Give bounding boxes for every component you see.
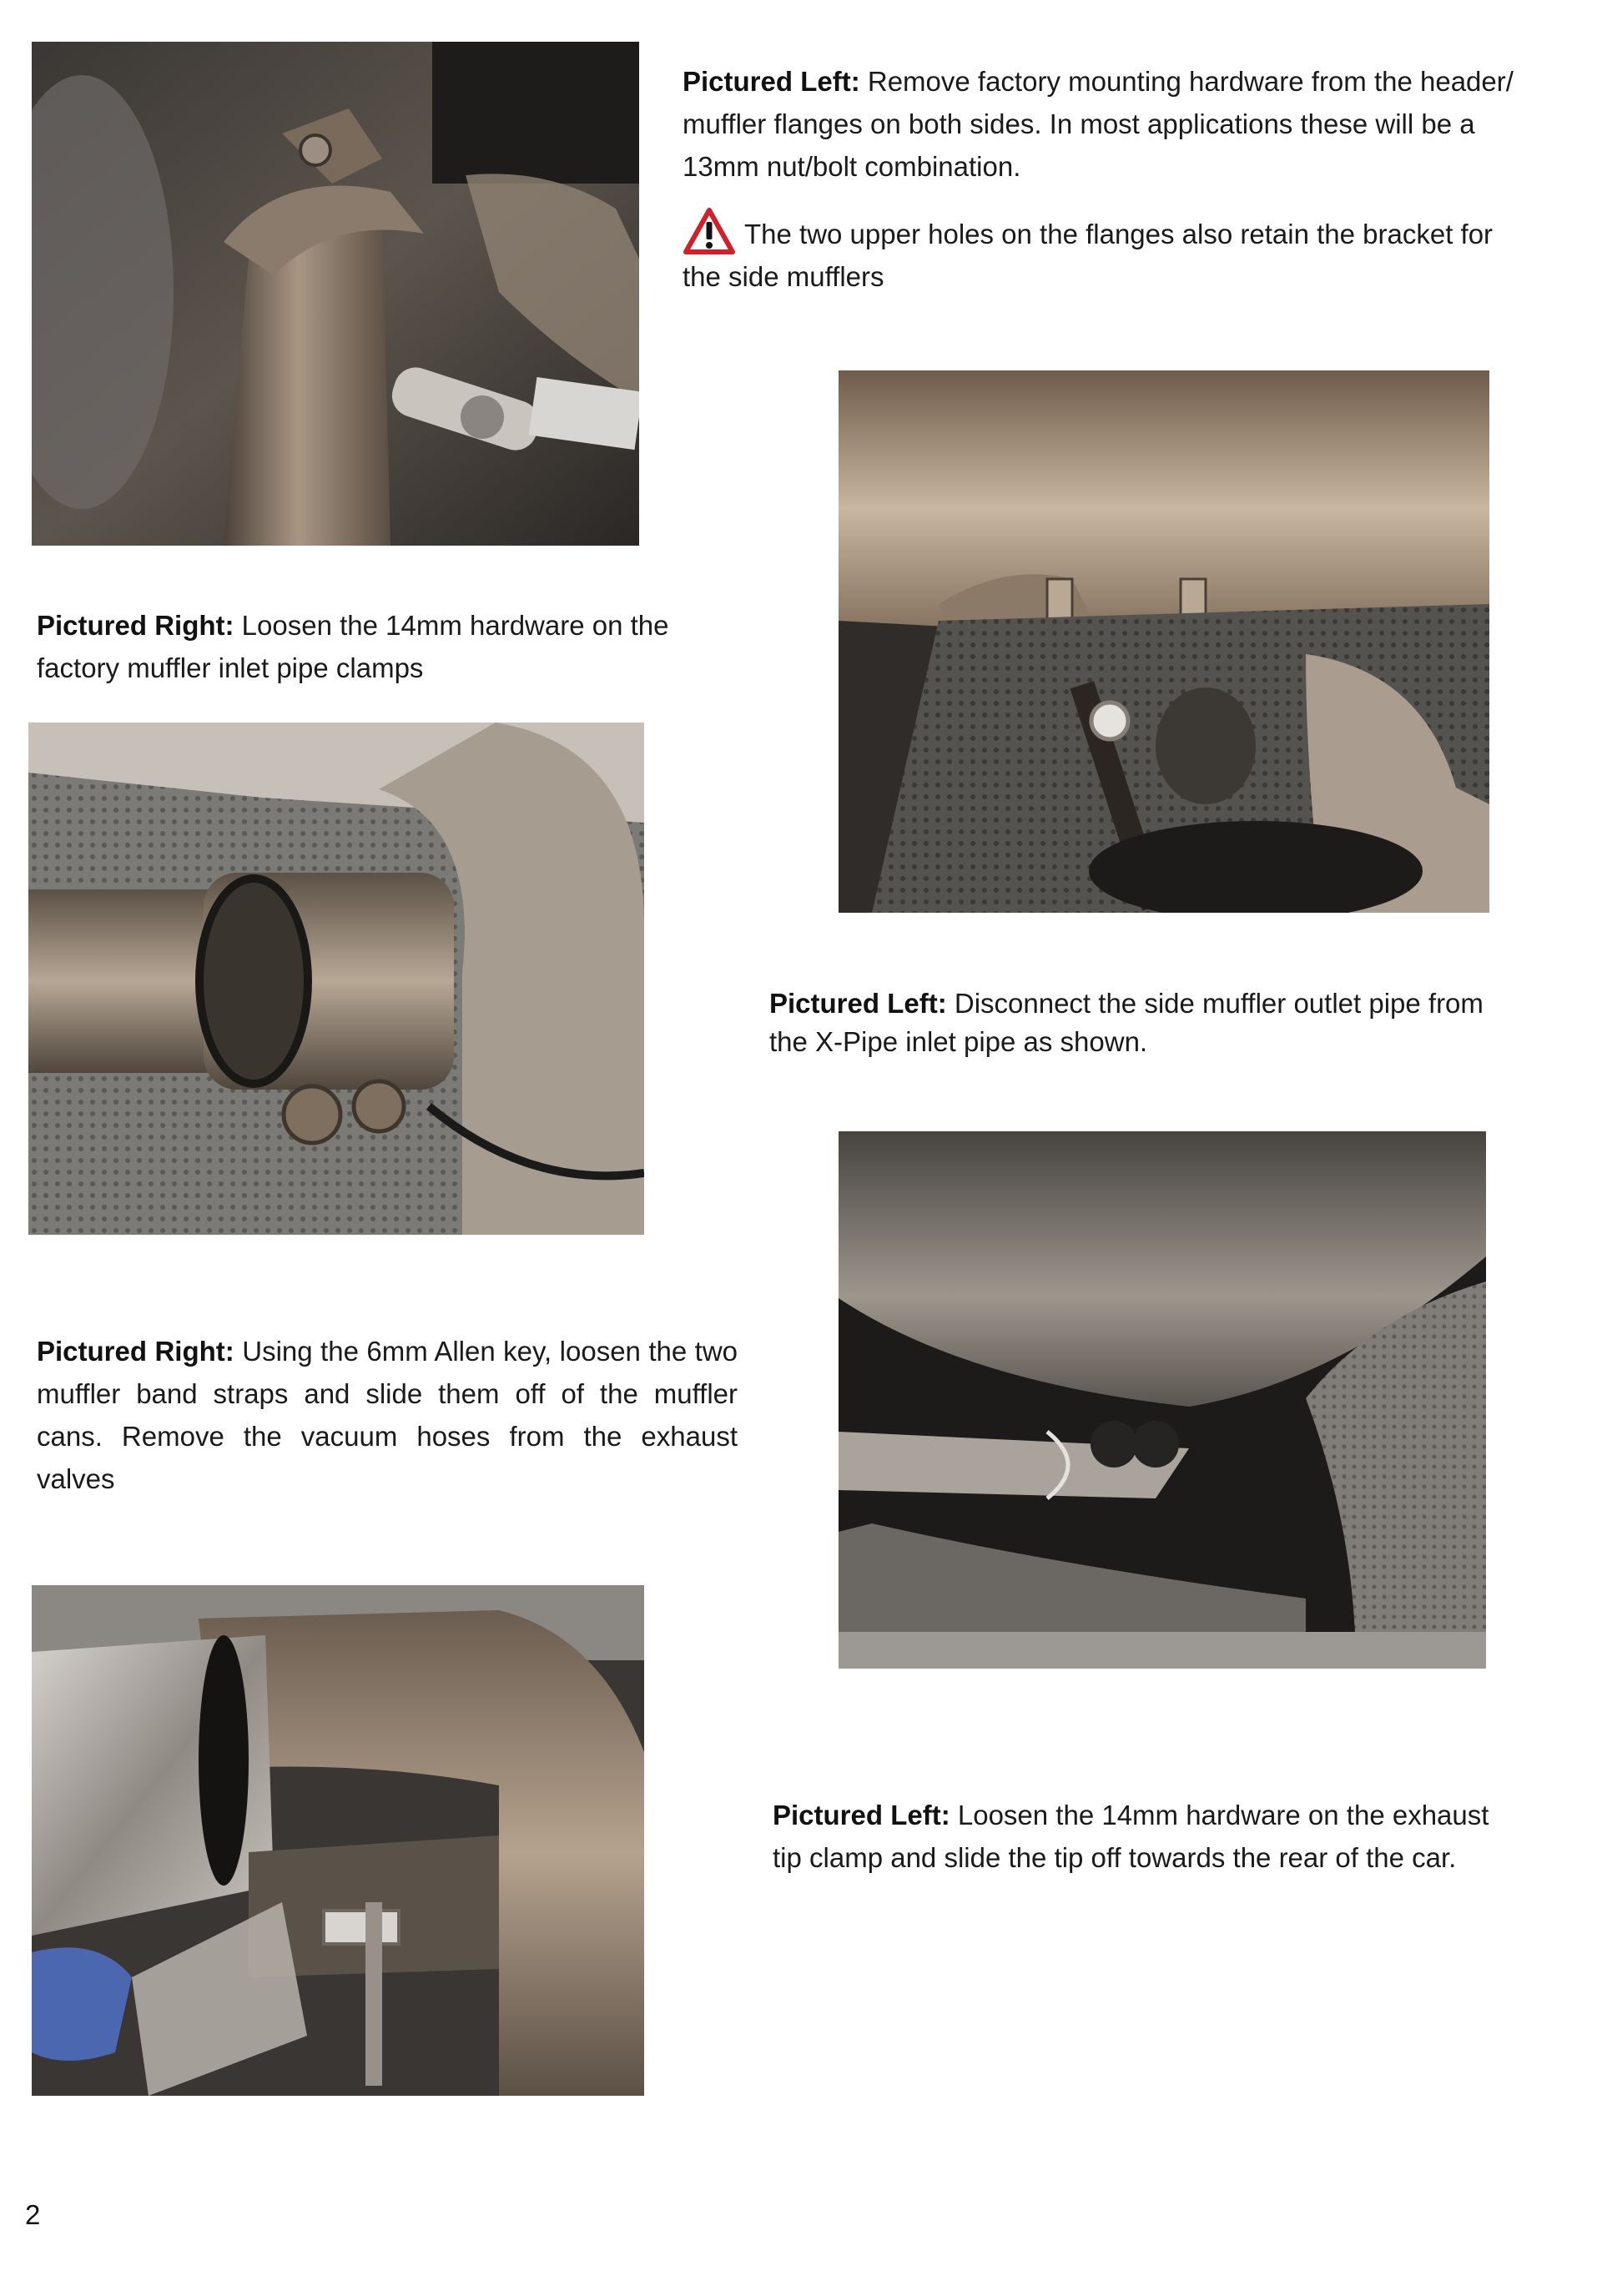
step-2-caption (37, 604, 746, 689)
step-5-label: Pictured Left: (773, 1800, 950, 1830)
exhaust-tip-clamp-photo (32, 1585, 644, 2096)
step-2-label: Pictured Right: (37, 610, 234, 641)
muffler-band-straps-photo (839, 1131, 1486, 1669)
step-2-text: Loosen the 14mm hardware on the factory muffler inlet pipe clamps (37, 610, 669, 683)
muffler-inlet-clamp-photo (839, 370, 1489, 913)
step-1-warning (683, 207, 1525, 298)
step-1-text: Remove factory mounting hardware from the header/ muffler flanges on both sides. In most applications these will be a 13mm nut/bolt combination. (683, 66, 1514, 182)
step-5-caption (773, 1794, 1524, 1879)
step-1-label: Pictured Left: (683, 66, 860, 97)
side-muffler-outlet-pipe-photo (28, 723, 644, 1235)
step-4-text: Using the 6mm Allen key, loosen the two muffler band straps and slide them off of the muffler cans. Remove the vacuum hoses from the exhaust valves (37, 1336, 738, 1494)
warning-triangle-icon (683, 207, 736, 255)
step-5-text: Loosen the 14mm hardware on the exhaust tip clamp and slide the tip off towards the rear of the car. (773, 1800, 1489, 1873)
step-3-text: Disconnect the side muffler outlet pipe from the X-Pipe inlet pipe as shown. (769, 988, 1484, 1057)
step-3-label: Pictured Left: (769, 988, 947, 1019)
step-4-label: Pictured Right: (37, 1336, 234, 1367)
step-4-caption (37, 1330, 738, 1500)
step-1-caption (683, 60, 1525, 188)
page-number: 2 (25, 2199, 41, 2230)
warning-text: The two upper holes on the flanges also retain the bracket for the side mufflers (683, 219, 1494, 292)
step-3-caption (769, 984, 1520, 1061)
header-flange-ratchet-photo (32, 42, 639, 546)
